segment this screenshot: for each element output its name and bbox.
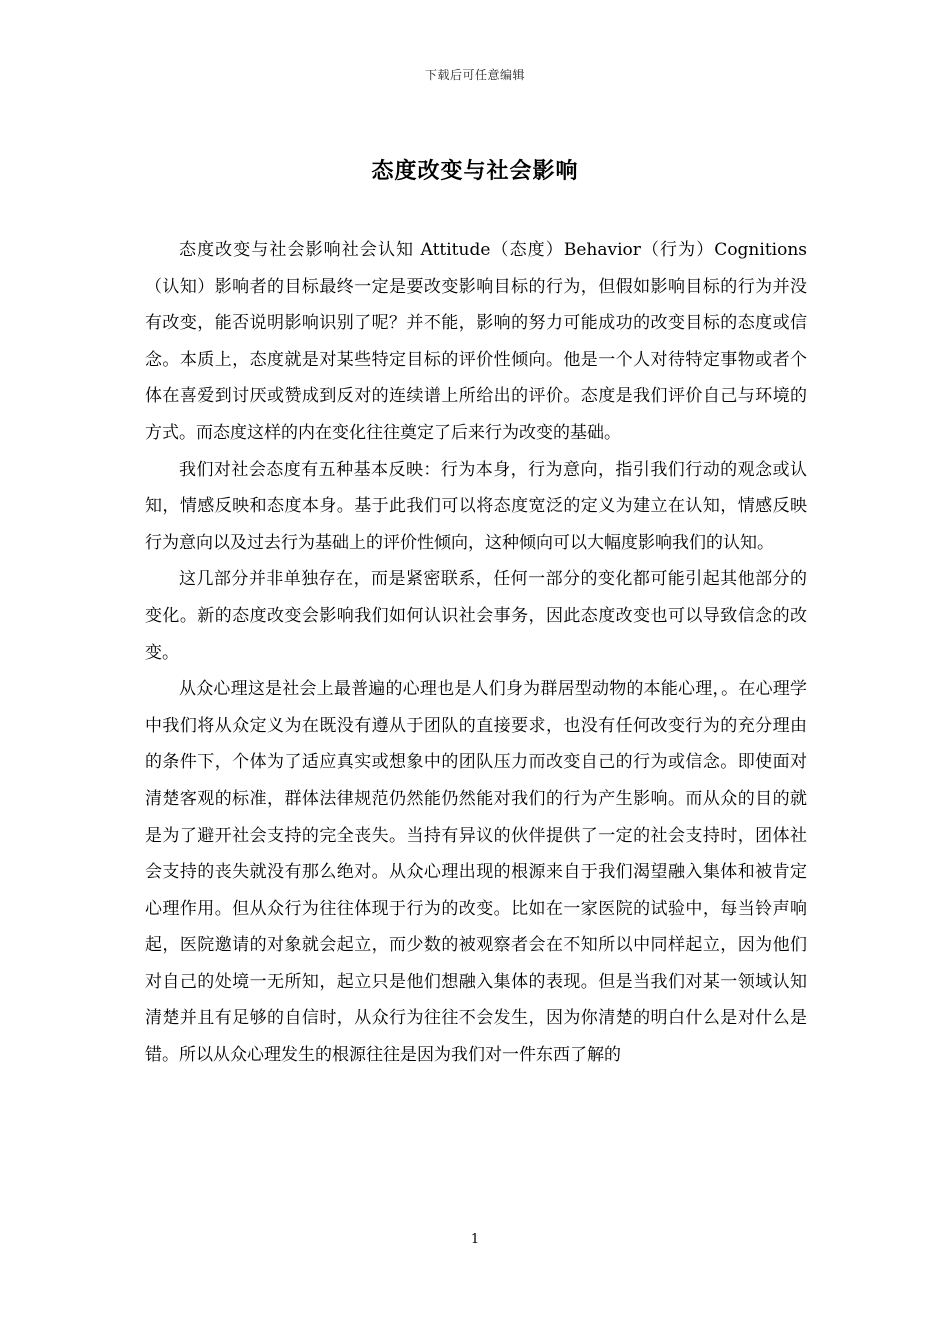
paragraph-1: 态度改变与社会影响社会认知 Attitude（态度）Behavior（行为）Cognitions（认知）影响者的目标最终一定是要改变影响目标的行为，但假如影响目标的行为并没有改变，能否说明影响识别了呢？并不能，影响的努力可能成功的改变目标的态度或信念。本质上，态度就是对某些特定目标的评价性倾向。他是一个人对待特定事物或者个体在喜爱到讨厌或赞成到反对的连续谱上所给出的评价。态度是我们评价自己与环境的方式。而态度这样的内在变化往往奠定了后来行为改变的基础。: [145, 240, 807, 443]
paragraph-2: 我们对社会态度有五种基本反映：行为本身，行为意向，指引我们行动的观念或认知，情感反映和态度本身。基于此我们可以将态度宽泛的定义为建立在认知，情感反映行为意向以及过去行为基础上的评价性倾向，这种倾向可以大幅度影响我们的认知。: [145, 459, 807, 553]
document-title: 态度改变与社会影响: [371, 158, 579, 184]
page-number: 1: [470, 1232, 480, 1247]
document-body: [145, 232, 807, 1074]
paragraph-4: 从众心理这是社会上最普遍的心理也是人们身为群居型动物的本能心理，。在心理学中我们将从众定义为在既没有遵从于团队的直接要求，也没有任何改变行为的充分理由的条件下，个体为了适应真实或想象中的团队压力而改变自己的行为或信念。即使面对清楚客观的标准，群体法律规范仍然能仍然能对我们的行为产生影响。而从众的目的就是为了避开社会支持的完全丧失。当持有异议的伙伴提供了一定的社会支持时，团体社会支持的丧失就没有那么绝对。从众心理出现的根源来自于我们渴望融入集体和被肯定心理作用。但从众行为往往体现于行为的改变。比如在一家医院的试验中，每当铃声响起，医院邀请的对象就会起立，而少数的被观察者会在不知所以中同样起立，因为他们对自己的处境一无所知，起立只是他们想融入集体的表现。但是当我们对某一领域认知清楚并且有足够的自信时，从众行为往往不会发生，因为你清楚的明白什么是对什么是错。所以从众心理发生的根源往往是因为我们对一件东西了解的: [145, 679, 807, 1066]
paragraph-3: 这几部分并非单独存在，而是紧密联系，任何一部分的变化都可能引起其他部分的变化。新的态度改变会影响我们如何认识社会事务，因此态度改变也可以导致信念的改变。: [145, 569, 807, 663]
page-header: 下载后可任意编辑: [424, 68, 525, 82]
